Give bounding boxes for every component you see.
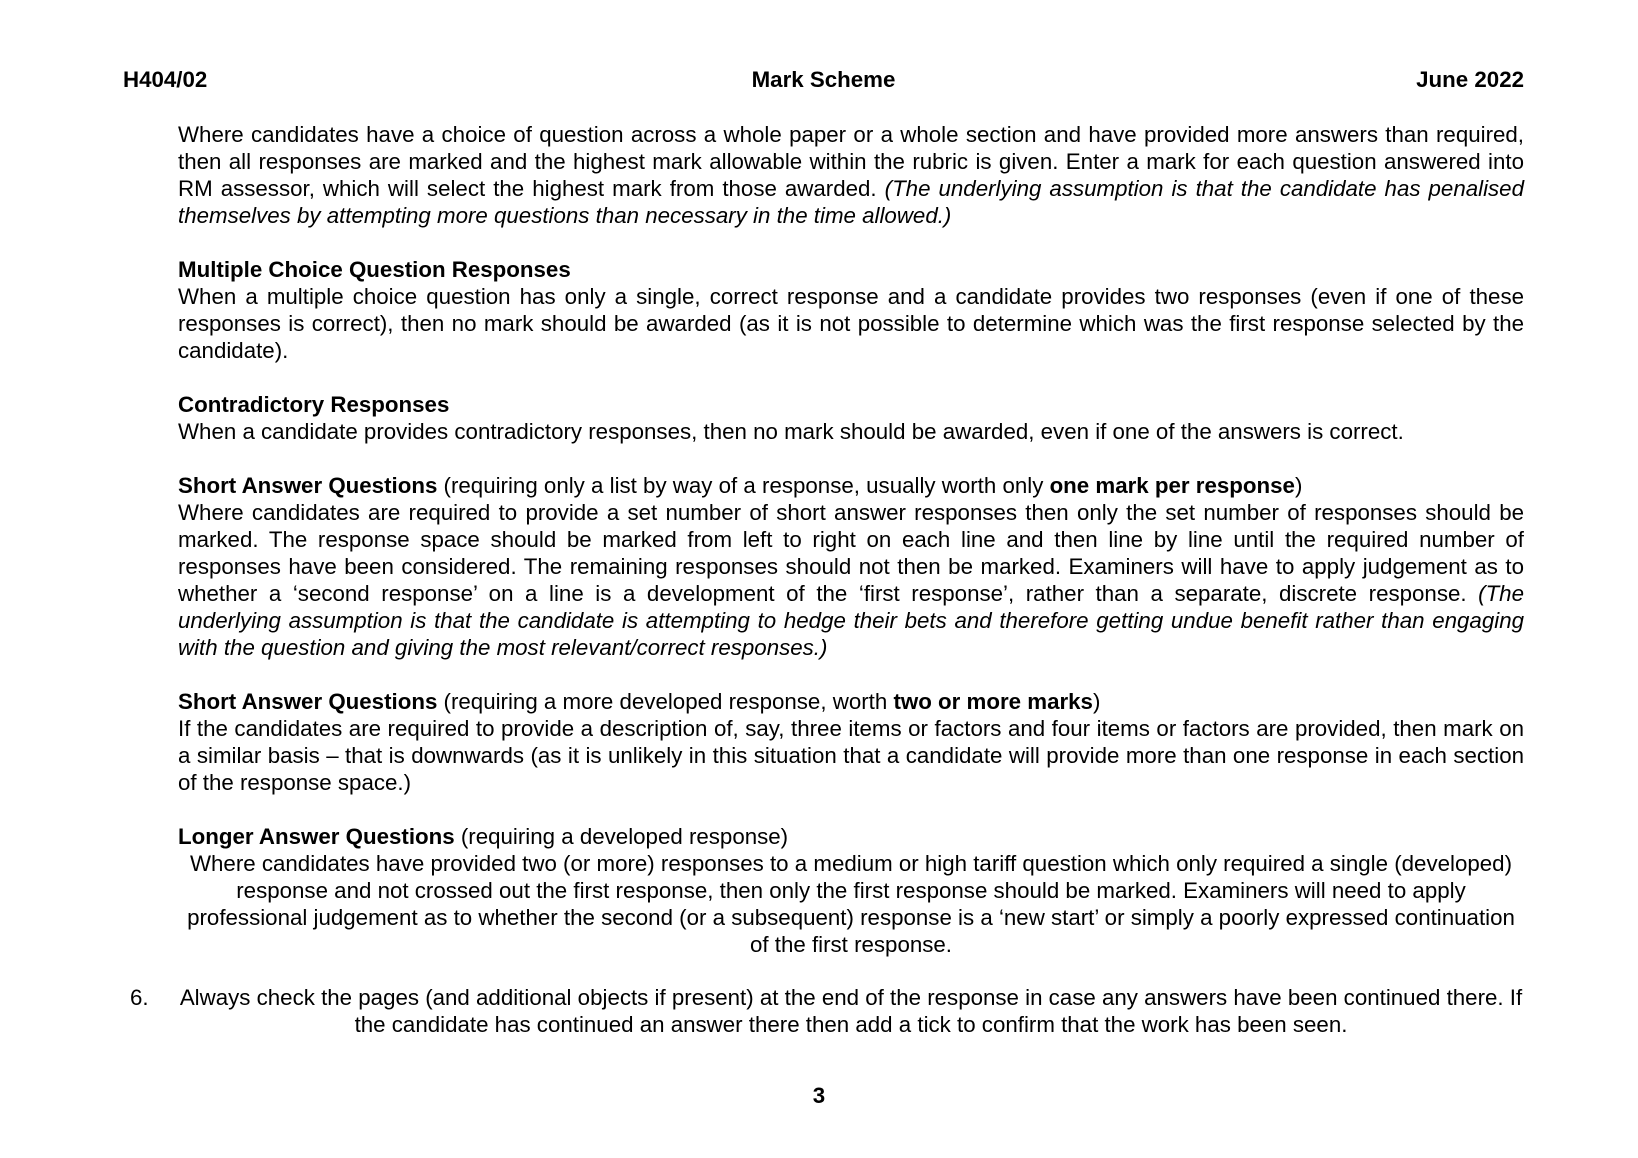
choice-italic-note: (The underlying assumption is that the candidate has penalised themselves by attempting more questions than necessary in the time allowed.) [178,176,1524,228]
mcq-heading: Multiple Choice Question Responses [178,257,571,282]
contradictory-heading: Contradictory Responses [178,392,450,417]
page-number: 3 [812,1083,826,1108]
exam-date: June 2022 [1416,67,1524,92]
longer-answer-sub: (requiring a developed response) [454,824,789,849]
longer-answer-text: Where candidates have provided two (or more) responses to a medium or high tariff question which only required a single (developed) response and not crossed out the first response, then only the first response should be marked. Examiners will need to apply professional judgement as to whether the second (or a subsequent) response is a ‘new start’ or simply a poorly expressed continuation of the first response. [187,851,1515,957]
short-answer-one-sub-post: ) [1294,473,1303,498]
short-answer-two-sub-pre: (requiring a more developed response, worth [437,689,894,714]
short-answer-one-sub-pre: (requiring only a list by way of a response, usually worth only [437,473,1050,498]
short-answer-one-text: Where candidates are required to provide a set number of short answer responses then only the set number of responses should be marked. The response space should be marked from left to right on each line and then line by line until the required number of responses have been considered. The remaining responses should not then be marked. Examiners will have to apply judgement as to whether a ‘second response’ on a line is a development of the ‘first response’, rather than a separate, discrete response. [178,500,1524,606]
choice-paragraph [178,121,1524,229]
short-answer-one-heading-line [178,472,1524,499]
short-answer-two-heading: Short Answer Questions [178,689,438,714]
short-answer-two-heading-line [178,688,1524,715]
numbered-item-6 [130,984,1524,1038]
contradictory-text: When a candidate provides contradictory responses, then no mark should be awarded, even if one of the answers is correct. [178,419,1404,444]
document-title: Mark Scheme [751,67,896,92]
paper-code: H404/02 [123,67,208,92]
item-number: 6. [130,985,149,1010]
short-answer-two-sub-bold: two or more marks [893,689,1093,714]
short-answer-one-sub-bold: one mark per response [1049,473,1295,498]
choice-text: Where candidates have a choice of question across a whole paper or a whole section and have provided more answers than required, then all responses are marked and the highest mark allowable within the rubric is given. Enter a mark for each question answered into RM assessor, which will select the highest mark from those awarded. [178,122,1524,201]
mcq-text: When a multiple choice question has only a single, correct response and a candidate provides two responses (even if one of these responses is correct), then no mark should be awarded (as it is not possible to determine which was the first response selected by the candidate). [178,284,1524,363]
page-header [123,66,1524,96]
longer-answer-heading: Longer Answer Questions [178,824,455,849]
short-answer-one-heading: Short Answer Questions [178,473,438,498]
mark-scheme-body [178,121,1524,958]
short-answer-two-sub-post: ) [1092,689,1101,714]
short-answer-two-text: If the candidates are required to provide a description of, say, three items or factors and four items or factors are provided, then mark on a similar basis – that is downwards (as it is unlikely in this situation that a candidate will provide more than one response in each section of the response space.) [178,716,1524,795]
short-answer-one-italic-note: (The underlying assumption is that the candidate is attempting to hedge their bets and therefore getting undue benefit rather than engaging with the question and giving the most relevant/correct responses.) [178,581,1524,660]
item-6-text: Always check the pages (and additional objects if present) at the end of the response in case any answers have been continued there. If the candidate has continued an answer there then add a tick to confirm that the work has been seen. [179,985,1523,1037]
short-answer-one-paragraph [178,499,1524,661]
longer-answer-heading-line [178,823,1524,850]
